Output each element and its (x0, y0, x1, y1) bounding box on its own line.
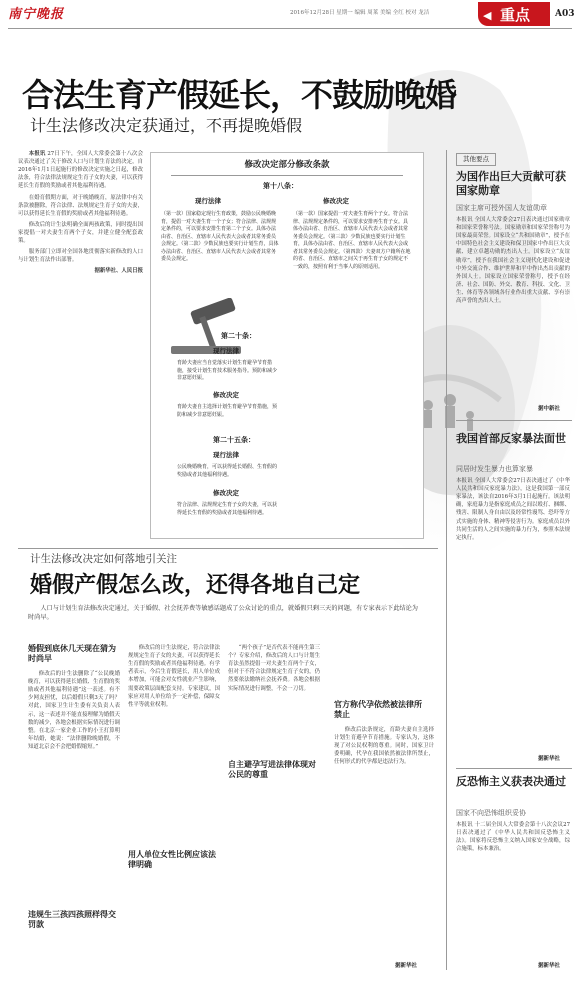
story2-subhead: 婚假到底休几天现在猜为时尚早 (28, 644, 116, 664)
story2-lead: 人口与计划生育法修改决定通过，关于婚假、社会抚养费等敏感话题成了公众讨论的重点，就婚假只剩三天的问题，有专家表示下此结论为时尚早。 (28, 605, 418, 622)
story2-kicker: 计生法修改决定如何落地引关注 (30, 553, 177, 565)
sidebar-item-title: 反恐怖主义获表决通过 (456, 775, 566, 788)
sidebar-item-source: 据新华社 (538, 963, 561, 969)
article-20-current-text: 育龄夫妻应当自觉落实计划生育避孕节育措施，接受计划生育技术服务指导。预防和减少非意愿妊娠。 (177, 360, 278, 381)
header-info: 2016年12月28日 星期一 编辑 周莱 美编 全红 校对 龙洁 (290, 10, 430, 16)
box-divider (171, 175, 403, 176)
header-divider (8, 28, 572, 29)
lead-paragraph: 27日下午，全国人大常委会第十八次会议表决通过了关于修改人口与计划生育法的决定，自2016年1月1日起施行的修改决定实施之日起，修改法条，符合法律法规规定生育子女的夫妻，可以获得延长生育假的奖励或者其他福利待遇。 (18, 151, 143, 190)
sidebar-divider (456, 768, 572, 769)
sidebar-item-subtitle: 同居时发生暴力也算家暴 (456, 465, 533, 473)
article-18-current-text: （第一款）国家稳定现行生育政策，鼓励公民晚婚晚育，提倡一对夫妻生育一个子女；符合法律、法规规定条件的，可以要求安排生育第二个子女。具体办法由省、自治区、直辖市人民代表大会或者其常务委员会规定。（第二款）少数民族也要实行计划生育，具体办法由省、自治区、直辖市人民代表大会或者其常务委员会规定。 (161, 211, 279, 262)
article-18-title: 第十八条： (263, 182, 298, 190)
article-20-title: 第二十条： (221, 332, 256, 340)
story2-column-text: 修改后的计生法规定，符合法律法规规定生育子女的夫妻，可以获得延长生育假的奖励或者其他福利待遇。有学者表示，今后生育假延长，用人单位成本增加，可能会对女性就业产生影响，需要政策层面配套支持。专家建议，国家应对用人单位给予一定补偿，保障女性平等就业权利。 (128, 645, 220, 708)
box-title: 修改决定部分修改条款 (244, 160, 330, 170)
column-divider (446, 150, 447, 970)
sidebar-item-subtitle: 国家主席可授外国人友谊勋章 (456, 204, 547, 212)
story2-subhead: 违规生三孩四孩照样得交罚款 (28, 910, 116, 930)
arrow-icon: ◀ (483, 9, 492, 22)
page-headline: 合法生育产假延长，不鼓励晚婚 (22, 76, 457, 114)
story2-column-text: “两个孩子”是否代表不能再生第三个？专家介绍，修改后的人口与计划生育法虽然提倡一对夫妻生育两个子女，但对于不符合法律规定生育子女的，仍然要依法缴纳社会抚养费。各地会根据实际情况进行调整，不会一刀切。 (228, 645, 320, 692)
current-law-heading: 现行法律 (213, 347, 239, 355)
story2-subhead: 自主避孕写进法律体现对公民的尊重 (228, 760, 316, 780)
section-tag (478, 2, 550, 26)
revised-law-heading: 修改决定 (213, 391, 239, 399)
lead-source: 据新华社、人民日报 (94, 268, 143, 275)
story2-column (28, 670, 120, 900)
sidebar-item-subtitle: 国家不向恐怖组织妥协 (456, 809, 526, 817)
lead-paragraph: 服务部门立即对全国各地贯彻落实新修改的人口与计划生育法作出部署。 (18, 249, 143, 264)
article-18-revised-text: （第一款）国家提倡一对夫妻生育两个子女。符合法律、法规规定条件的，可以要求安排再生育子女。具体办法由省、自治区、直辖市人民代表大会或者其常务委员会规定。（第三款）少数民族也要实行计划生育，具体办法由省、自治区、直辖市人民代表大会或者其常务委员会规定。（第四款）夫妻双方户籍所在地的省、自治区、直辖市之间关于再生育子女的规定不一致的，按照有利于当事人的原则适用。 (293, 211, 411, 270)
lead-byline: 本报讯 (28, 151, 46, 157)
sidebar-item-source: 据新华社 (538, 756, 561, 762)
story2-headline: 婚假产假怎么改，还得各地自己定 (30, 573, 361, 598)
story2-source: 据新华社 (395, 963, 418, 969)
sidebar-item-source: 据中新社 (538, 406, 561, 412)
lead-paragraph: 在婚育假期方面，对于晚婚晚育，原法律中有关条款被删除，符合法律、法规规定生育子女的夫妻，可以获得延长生育假的奖励或者其他福利待遇。 (18, 194, 143, 217)
sidebar-label: 其他要点 (456, 153, 496, 166)
story2-subhead: 官方称代孕依然被法律所禁止 (334, 700, 422, 720)
section-label: 重点 (500, 6, 531, 24)
revised-law-heading: 修改决定 (323, 197, 349, 205)
amendments-box (150, 152, 424, 539)
article-25-current-text: 公民晚婚晚育，可以获得延长婚假、生育假的奖励或者其他福利待遇。 (177, 464, 278, 478)
page-subheadline: 计生法修改决定获通过，不再提晚婚假 (30, 116, 303, 135)
sidebar-item-title: 为国作出巨大贡献可获国家勋章 (456, 170, 566, 198)
story2-column (334, 726, 434, 956)
sidebar-item-body: 本报讯 全国人大常委会27日表决通过国家勋章和国家荣誉称号法。国家勋章和国家荣誉称号为国家最高荣誉。国家设立“共和国勋章”，授予在中国特色社会主义建设和保卫国家中作出巨大贡献、建立卓越功勋的杰出人士。国家设立“友谊勋章”，授予在我国社会主义现代化建设和促进中外交流合作、维护世界和平中作出杰出贡献的外国人士。国家设立国家荣誉称号，授予在经济、社会、国防、外交、教育、科技、文化、卫生、体育等各领域各行业作出重大贡献、享有崇高声誉的杰出人士。 (456, 217, 570, 305)
story2-subhead: 用人单位女性比例应该法律明确 (128, 850, 216, 870)
sidebar-item-title: 我国首部反家暴法面世 (456, 432, 566, 445)
sidebar-item-body: 本报讯 全国人大常委会27日表决通过了《中华人民共和国反家庭暴力法》，这是我国第一部反家暴法，该法自2016年3月1日起施行。该法明确，家庭暴力是指家庭成员之间以殴打、捆绑、残害、限制人身自由以及经常性谩骂、恐吓等方式实施的身体、精神等侵害行为。家庭成员以外共同生活的人之间实施的暴力行为，参照本法规定执行。 (456, 478, 570, 541)
lead-paragraph: 修改后的计生法明确全面两孩政策，同时提出国家提倡一对夫妻生育两个子女，并建立健全配套政策。 (18, 221, 143, 245)
lead-article (18, 150, 143, 535)
article-20-revised-text: 育龄夫妻自主选择计划生育避孕节育措施，预防和减少非意愿妊娠。 (177, 404, 278, 418)
sidebar-divider (456, 420, 572, 421)
gavel-icon (161, 298, 261, 358)
story2-column-text: 修改后法条规定，育龄夫妻自主选择计划生育避孕节育措施。专家认为，这体现了对公民权利的尊重。同时，国家卫计委明确，代孕在我国依然被法律所禁止，任何形式的代孕都是违法行为。 (334, 727, 434, 766)
story2-column (128, 644, 220, 844)
section-divider (18, 548, 438, 549)
sidebar-item-body: 本报讯 十二届全国人大常委会第十八次会议27日表决通过了《中华人民共和国反恐怖主义法》。国家将反恐怖主义纳入国家安全战略，综合施策，标本兼治。 (456, 822, 570, 853)
current-law-heading: 现行法律 (195, 197, 221, 205)
story2-column (228, 644, 320, 756)
story2-column-text: 修改后的计生法删除了“公民晚婚晚育，可以获得延长婚假、生育假的奖励或者其他福利待遇”这一表述。有不少网友担忧，以后婚假只剩3天了吗？对此，国家卫生计生委有关负责人表示，这一表述并不能直接理解为婚假天数的减少，各地会根据实际情况进行调整。在北京一家企业工作的小王打算明年结婚，她说：“法律删除晚婚假，不知道北京会不会把婚假缩短。” (28, 671, 120, 750)
page-number: A03 (555, 9, 575, 19)
masthead-logo: 南宁晚报 (8, 7, 65, 22)
article-25-revised-text: 符合法律、法规规定生育子女的夫妻，可以获得延长生育假的奖励或者其他福利待遇。 (177, 502, 278, 516)
current-law-heading: 现行法律 (213, 451, 239, 459)
revised-law-heading: 修改决定 (213, 489, 239, 497)
article-25-title: 第二十五条： (213, 436, 255, 444)
